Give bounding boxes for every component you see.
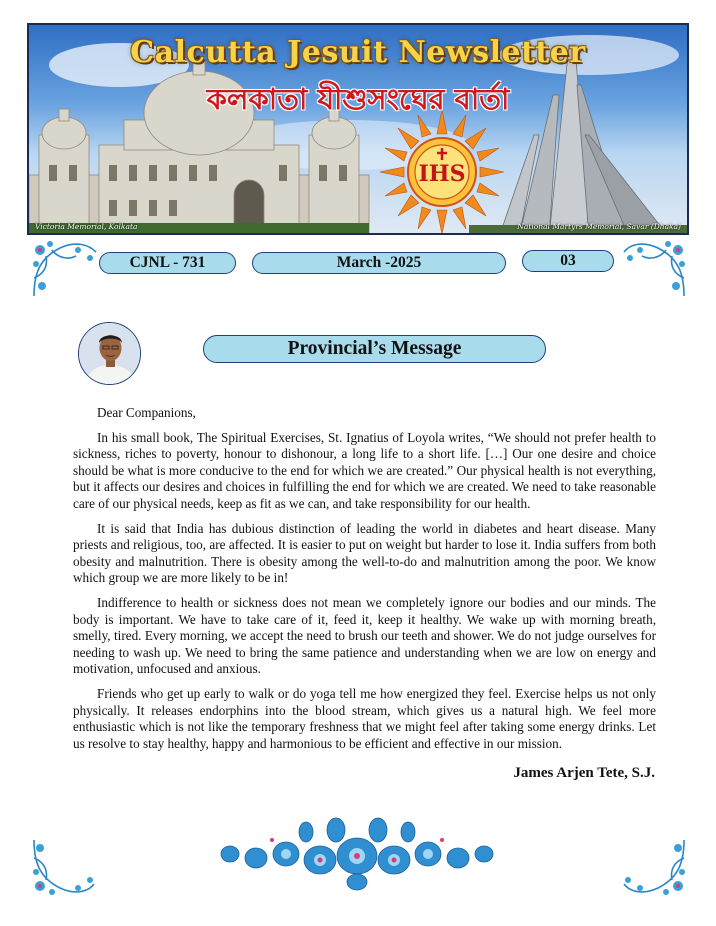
newsletter-title: Calcutta Jesuit Newsletter [130, 35, 586, 70]
newsletter-subtitle-bengali: কলকাতা যীশুসংঘের বার্তা [206, 82, 510, 116]
letter-paragraph: Indifference to health or sickness does not mean we completely ignore our bodies and our minds. The body is important. We have to take care of it, feed it, keep it healthy. We wake up with morning breath, smelly, tired. Every morning, we accept the need to brush our teeth and shower. We do not judge ourselves for needing to wash up. We need to bring the same patience and understanding when we are low on energy and motivation, unfocused and anxious. [73, 594, 656, 677]
section-title: Provincial’s Message [203, 335, 546, 363]
emblem-ihs-text: IHS [418, 161, 466, 187]
issue-date-badge: March -2025 [252, 252, 506, 274]
provincial-portrait [78, 322, 141, 385]
floral-corner-icon [622, 238, 688, 300]
issue-month-number-badge: 03 [522, 250, 614, 272]
letter-paragraph: It is said that India has dubious distinction of leading the world in diabetes and heart disease. Many priests and religious, too, are affected. It is easier to put on weight but harder to lose it. India suffers from both obesity and malnutrition. There is obesity among the well-to-do and malnutrition among the poor. We know which group we are more likely to be in! [73, 520, 656, 586]
letter-salutation: Dear Companions, [97, 405, 196, 420]
caption-martyrs-memorial: National Martyrs Memorial, Savar (Dhaka) [517, 222, 681, 231]
sunburst-emblem-icon [377, 107, 507, 235]
letter-body [73, 405, 656, 760]
caption-victoria-memorial: Victoria Memorial, Kolkata [35, 222, 138, 231]
masthead-banner [27, 23, 689, 235]
letter-signature: James Arjen Tete, S.J. [513, 765, 655, 781]
flower-garland-icon [216, 810, 498, 892]
floral-corner-icon [30, 238, 100, 300]
letter-paragraph: In his small book, The Spiritual Exercises, St. Ignatius of Loyola writes, “We should not prefer health to sickness, riches to poverty, honour to dishonour, a long life to a short life. […] Our one desire and choice should be what is more conducive to the end for which we are created.” Our physical health is not everything, but it affects our desires and choices in fulfilling the end for which we are created. We need to take reasonable care of our physical needs, keep as fit as we can, and take responsibility for our health. [73, 429, 656, 511]
floral-corner-icon [30, 836, 96, 898]
floral-corner-icon [622, 836, 688, 898]
issue-number-badge: CJNL - 731 [99, 252, 236, 274]
letter-paragraph: Friends who get up early to walk or do yoga tell me how energized they feel. Exercise helps us not only physically. It releases endorphins into the blood stream, which gives us a natural high. We feel more enthusiastic which is not like the temporary freshness that we might feel after taking some energy drinks. Let us resolve to stay healthy, happy and harmonious to be efficient and effective in our mission. [73, 685, 656, 751]
